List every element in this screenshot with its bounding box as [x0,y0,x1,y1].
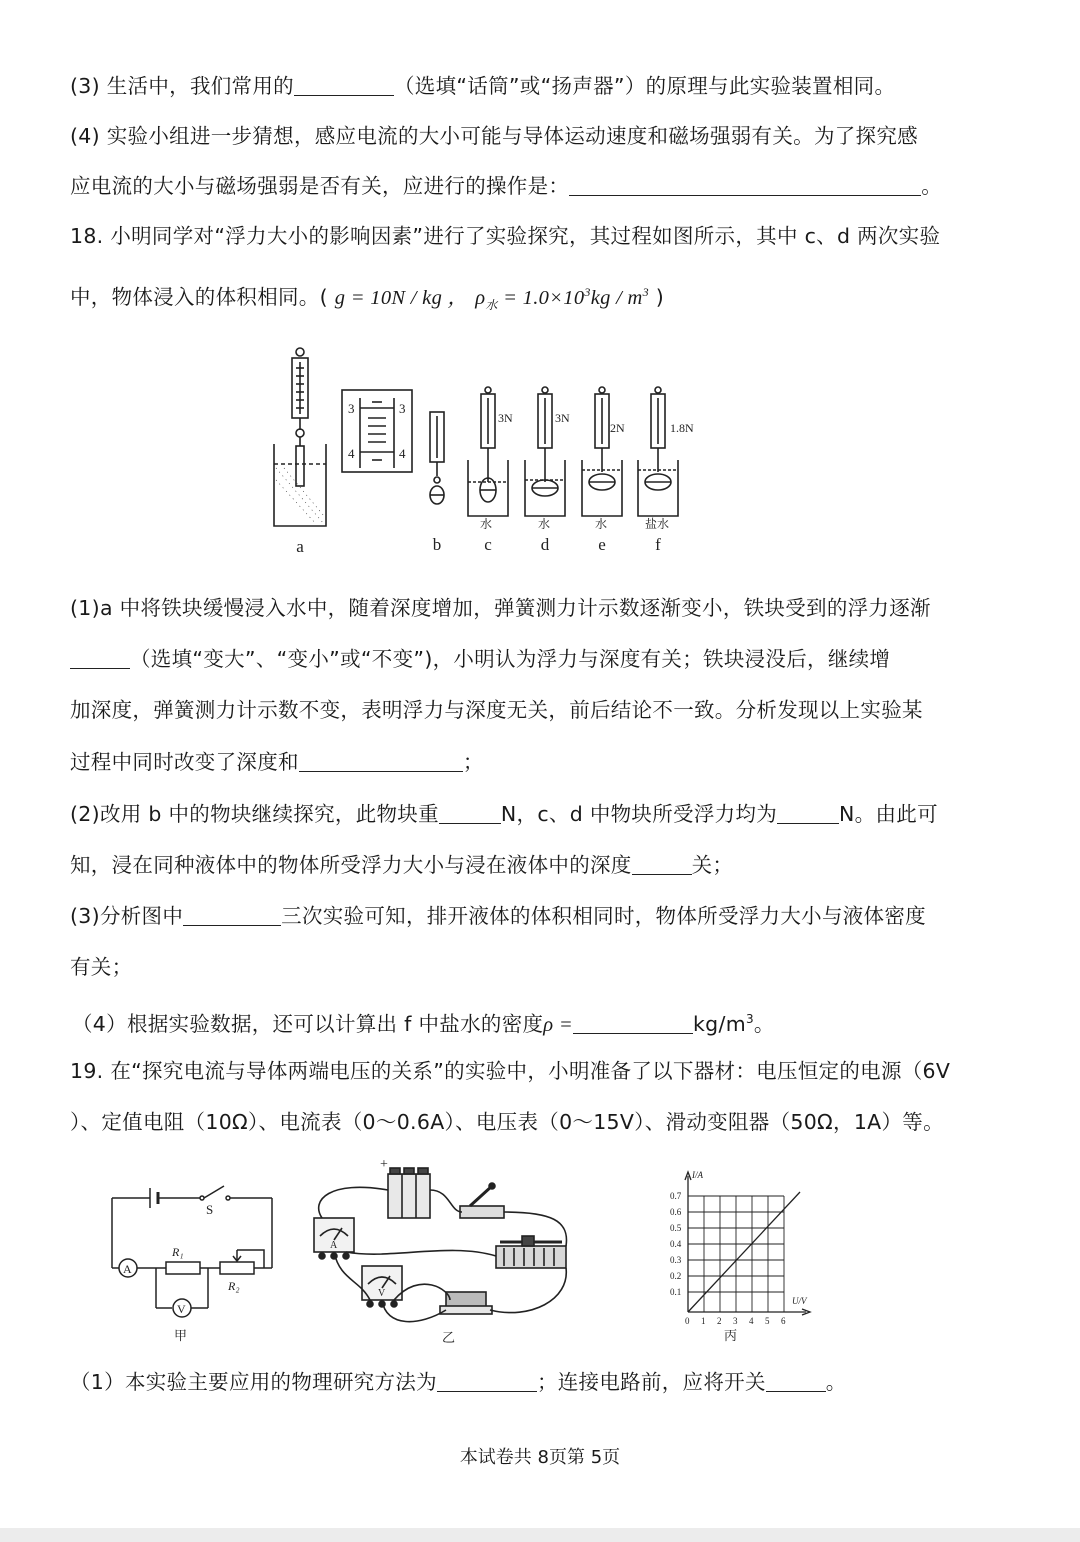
caption-yi: 乙 [442,1330,456,1345]
spring-scale-b [430,412,444,504]
density-unit-exponent: 3 [745,1012,754,1026]
spring-scale-a [292,348,308,486]
q18-part2-line1 [70,800,938,828]
caption-jia: 甲 [174,1328,188,1343]
rho-exponent: 3 [584,285,591,299]
label-e: e [598,535,606,554]
buoyancy-experiment-figure [260,340,720,560]
liquid-d: 水 [538,517,551,531]
answer-blank[interactable] [777,801,839,824]
x-tick: 2 [717,1316,722,1326]
label-c: c [484,535,492,554]
q18-part3-line1 [70,902,926,930]
q18-part1-line1: (1)a 中将铁块缓慢浸入水中，随着深度增加，弹簧测力计示数逐渐变小，铁块受到的浮力逐渐 [70,596,931,620]
q18-part1-line4 [70,748,484,776]
q17-part4-line1: (4) 实验小组进一步猜想，感应电流的大小可能与导体运动速度和磁场强弱有关。为了探究感 [70,124,918,148]
q18-part2-text-b: N，c、d 中物块所受浮力均为 [500,802,778,826]
switch-label: S [206,1202,214,1217]
q19-part1-text-b: ；连接电路前，应将开关 [536,1370,766,1394]
setup-c [468,387,513,516]
answer-blank[interactable] [437,1369,537,1392]
x-tick: 0 [685,1316,690,1326]
x-tick: 5 [765,1316,770,1326]
liquid-e: 水 [595,517,608,531]
x-tick: 4 [749,1316,754,1326]
label-b: b [432,535,442,554]
q18-part3-text-a: (3)分析图中 [70,904,184,928]
tick-4-left: 4 [348,446,355,461]
circuit-diagram-jia [100,1176,290,1346]
battery-pack [388,1168,430,1218]
circuit-photo-yi [300,1150,600,1350]
reading-e: 2N [610,421,625,435]
setup-f [638,387,694,516]
iu-graph-bing [660,1164,820,1344]
x-tick: 3 [733,1316,738,1326]
ammeter-device-label: A [330,1240,338,1251]
voltmeter-symbol: V [177,1302,186,1316]
setup-d [525,387,570,516]
q17-part3-text-b: （选填“话筒”或“扬声器”）的原理与此实验装置相同。 [393,74,896,98]
ammeter-symbol: A [123,1262,132,1276]
period: 。 [753,1011,775,1036]
r2-label: R₂ [228,1279,240,1293]
y-tick: 0.1 [670,1287,682,1297]
q19-intro-line1: 19. 在“探究电流与导体两端电压的关系”的实验中，小明准备了以下器材：电压恒定的电源（6V [70,1059,951,1083]
label-d: d [540,535,550,554]
period: 。 [921,174,943,198]
q18-part2-line2 [70,851,733,879]
answer-blank[interactable] [573,1011,693,1034]
reading-f: 1.8N [670,421,694,435]
rheostat [496,1236,566,1268]
answer-blank[interactable] [766,1369,826,1392]
semicolon: ； [462,750,484,774]
gravity-constant: g = 10N / kg ， [334,286,469,309]
r1-label: R₁ [172,1245,184,1259]
y-axis-label: I/A [692,1170,703,1180]
magnified-scale-readout [342,390,412,472]
rho-unit: kg / m [590,286,643,309]
q18-part4 [72,1005,775,1039]
beaker-a [274,444,326,526]
answer-blank[interactable] [569,173,921,196]
answer-blank[interactable] [439,801,501,824]
q18-part1-text-d: 过程中同时改变了深度和 [70,750,299,774]
q17-part4-line2 [70,172,942,200]
page-bottom-edge [0,1528,1080,1542]
rho-subscript: 水 [485,297,498,312]
q17-part3 [70,72,895,100]
y-tick: 0.5 [670,1223,682,1233]
y-tick: 0.2 [670,1271,682,1281]
q18-part2-text-d: 知，浸在同种液体中的物体所受浮力大小与浸在液体中的深度 [70,853,632,877]
knife-switch [460,1183,504,1218]
answer-blank[interactable] [70,646,130,669]
q18-intro-line1: 18. 小明同学对“浮力大小的影响因素”进行了实验探究，其过程如图所示，其中 c、d 两次实验 [70,224,941,248]
rho-symbol: ρ [475,286,486,309]
q17-part4-text: 应电流的大小与磁场强弱是否有关，应进行的操作是： [70,174,570,198]
x-tick: 1 [701,1316,706,1326]
reading-c: 3N [498,411,513,425]
q18-part1-line2 [70,645,890,673]
x-tick: 6 [781,1316,786,1326]
y-tick: 0.6 [670,1207,682,1217]
answer-blank[interactable] [294,73,394,96]
label-a: a [296,537,304,556]
period: 。 [825,1370,847,1394]
y-tick: 0.7 [670,1191,682,1201]
answer-blank[interactable] [183,903,281,926]
q17-part3-text-a: (3) 生活中，我们常用的 [70,74,294,98]
q18-part2-text-a: (2)改用 b 中的物块继续探究，此物块重 [70,802,439,826]
voltmeter-device-label: V [378,1288,386,1299]
setup-e [582,387,625,516]
close-paren: ) [655,284,665,309]
tick-4-right: 4 [399,446,406,461]
x-axis-label: U/V [792,1296,807,1306]
tick-3-right: 3 [399,401,406,416]
liquid-c: 水 [480,517,493,531]
q18-part2-text-e: 关； [691,853,734,877]
label-f: f [655,535,661,554]
plus-terminal: + [380,1157,388,1172]
reading-d: 3N [555,411,570,425]
caption-bing: 丙 [724,1328,738,1343]
rho-value: = 1.0×10 [497,286,585,309]
rho-equals: ρ = [543,1013,573,1036]
density-unit: kg/m [693,1011,746,1036]
q19-part1-text-a: （1）本实验主要应用的物理研究方法为 [70,1370,437,1394]
q18-part1-text-b: （选填“变大”、“变小”或“不变”)，小明认为浮力与深度有关；铁块浸没后，继续增 [130,647,891,671]
liquid-f: 盐水 [645,517,670,531]
y-tick: 0.4 [670,1239,682,1249]
q18-part2-text-c: N。由此可 [839,802,938,826]
q18-part4-text: （4）根据实验数据，还可以计算出 f 中盐水的密度 [72,1011,544,1036]
q18-part3-text-b: 三次实验可知，排开液体的体积相同时，物体所受浮力大小与液体密度 [281,904,926,928]
q18-part3-line2: 有关； [70,955,133,979]
rho-unit-exponent: 3 [642,285,649,299]
q18-intro-line2 [70,278,664,319]
q19-intro-line2: ）、定值电阻（10Ω）、电流表（0～0.6A）、电压表（0～15V）、滑动变阻器（50Ω，1A）等。 [70,1110,944,1134]
q18-part1-line3: 加深度，弹簧测力计示数不变，表明浮力与深度无关，前后结论不一致。分析发现以上实验某 [70,698,923,722]
water-density [475,285,649,312]
q18-intro-text: 中，物体浸入的体积相同。( [70,284,328,309]
y-tick: 0.3 [670,1255,682,1265]
page-footer: 本试卷共 8页第 5页 [459,1447,621,1468]
answer-blank[interactable] [299,749,463,772]
answer-blank[interactable] [632,852,692,875]
q19-part1 [70,1368,847,1396]
tick-3-left: 3 [348,401,355,416]
